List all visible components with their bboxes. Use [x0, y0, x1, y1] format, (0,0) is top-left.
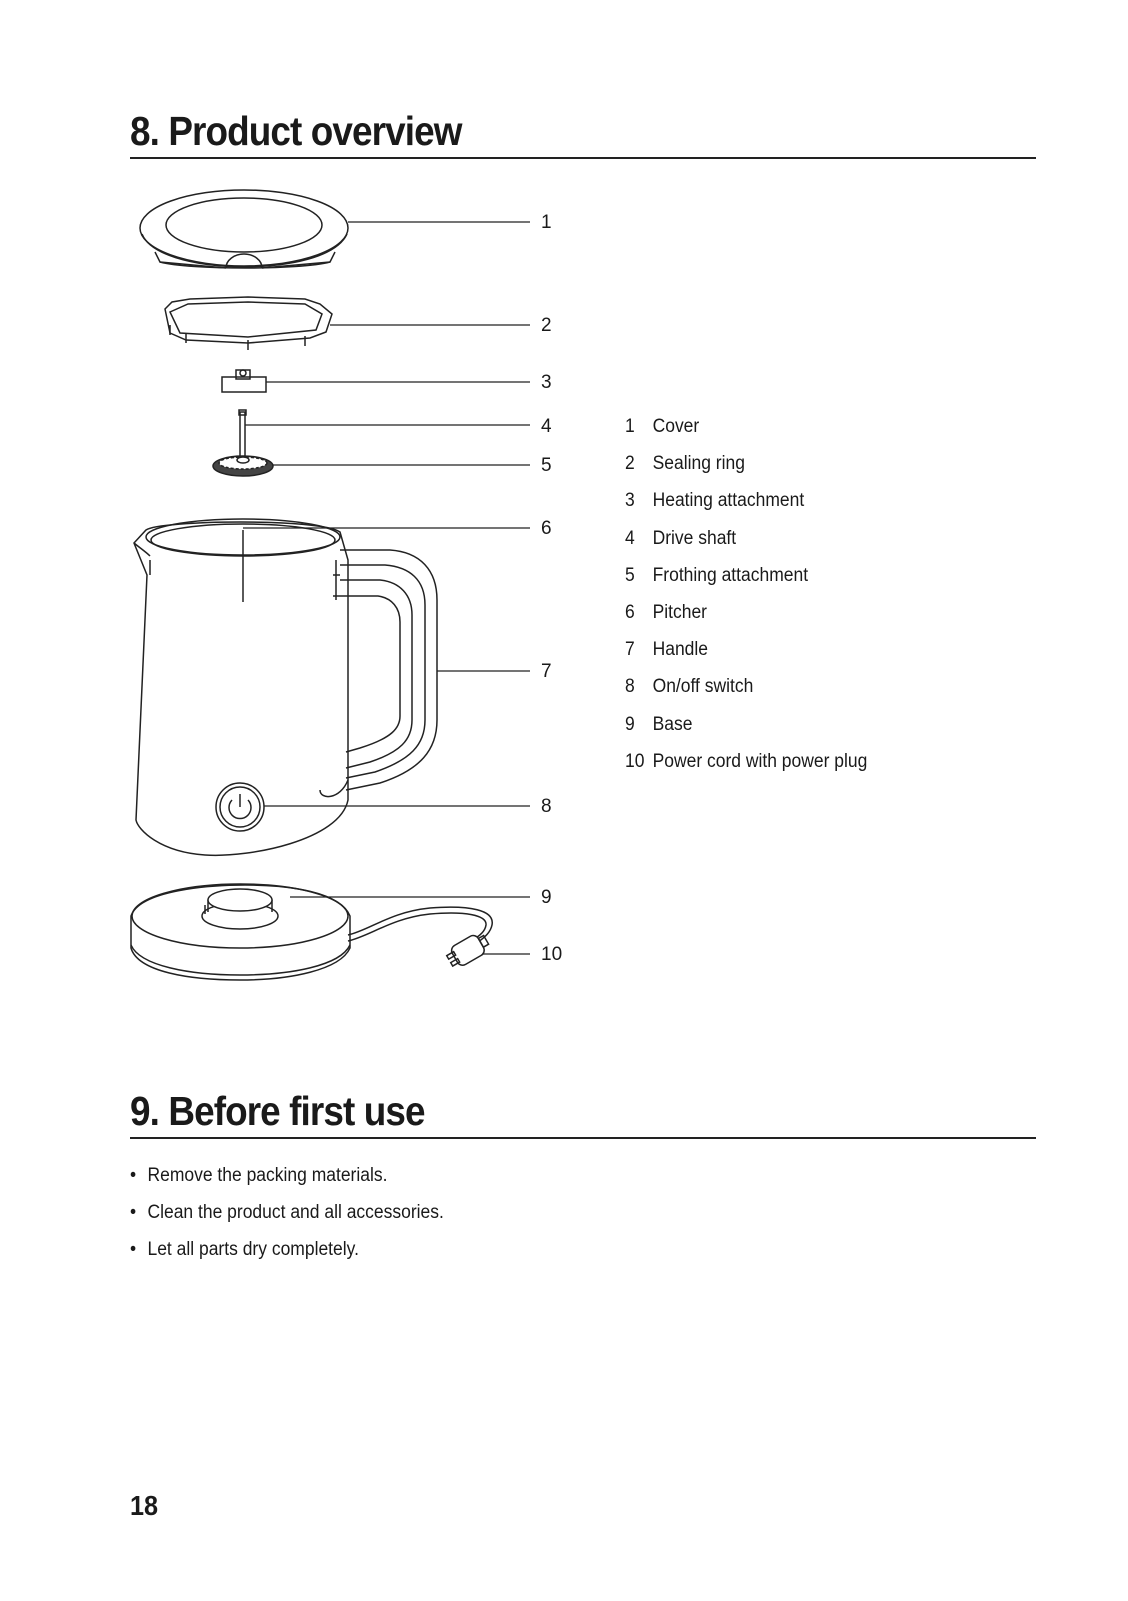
parts-legend-item: 1 Cover [625, 416, 700, 437]
part-label: Pitcher [652, 601, 708, 623]
step-text: Remove the packing materials. [147, 1165, 388, 1186]
part-label: Heating attachment [652, 490, 805, 512]
callout-number-10: 10 [541, 944, 563, 965]
callout-number-9: 9 [541, 887, 552, 908]
parts-legend-item: 5 Frothing attachment [625, 564, 809, 586]
section-title-product-overview: 8. Product overview [130, 108, 462, 154]
sealing-ring-drawing [165, 297, 332, 350]
callout-number-8: 8 [541, 796, 552, 817]
step-item: • Clean the product and all accessories. [130, 1202, 444, 1239]
parts-legend-item: 6 Pitcher [625, 601, 708, 623]
parts-legend-item: 2 Sealing ring [625, 453, 745, 475]
callout-number-3: 3 [541, 372, 552, 393]
section-title-before-first-use: 9. Before first use [130, 1088, 425, 1134]
callout-number-1: 1 [541, 212, 552, 233]
callout-number-5: 5 [541, 455, 552, 476]
part-label: Drive shaft [652, 527, 737, 549]
parts-legend [625, 416, 888, 788]
drive-shaft-drawing [239, 410, 246, 458]
part-label: Base [652, 713, 693, 735]
on-off-switch-drawing [216, 783, 264, 831]
part-label: Frothing attachment [652, 564, 809, 586]
step-item: • Let all parts dry completely. [130, 1239, 444, 1276]
heating-attachment-drawing [222, 370, 266, 392]
step-text: Let all parts dry completely. [147, 1239, 359, 1260]
product-exploded-diagram [125, 182, 575, 992]
section-rule [130, 1137, 1036, 1139]
power-cord-drawing [348, 907, 492, 970]
section-rule [130, 157, 1036, 159]
parts-legend-item: 10 Power cord with power plug [625, 750, 868, 772]
part-label: Sealing ring [652, 453, 745, 475]
parts-legend-item: 8 On/off switch [625, 676, 754, 698]
base-drawing [131, 884, 350, 980]
parts-legend-item: 4 Drive shaft [625, 527, 737, 549]
before-first-use-steps [130, 1165, 471, 1276]
callout-number-2: 2 [541, 315, 552, 336]
part-label: Handle [652, 639, 709, 661]
callout-number-4: 4 [541, 416, 552, 437]
part-label: Power cord with power plug [652, 750, 868, 772]
parts-legend-item: 7 Handle [625, 639, 709, 661]
step-text: Clean the product and all accessories. [147, 1202, 444, 1223]
part-label: On/off switch [652, 676, 754, 698]
parts-legend-item: 9 Base [625, 713, 693, 735]
cover-drawing [140, 190, 348, 268]
frothing-attachment-drawing [213, 456, 273, 476]
step-item: • Remove the packing materials. [130, 1165, 444, 1202]
callout-number-7: 7 [541, 661, 552, 682]
parts-legend-item: 3 Heating attachment [625, 490, 805, 512]
part-label: Cover [652, 416, 700, 437]
callout-number-6: 6 [541, 518, 552, 539]
page-number: 18 [130, 1490, 159, 1521]
